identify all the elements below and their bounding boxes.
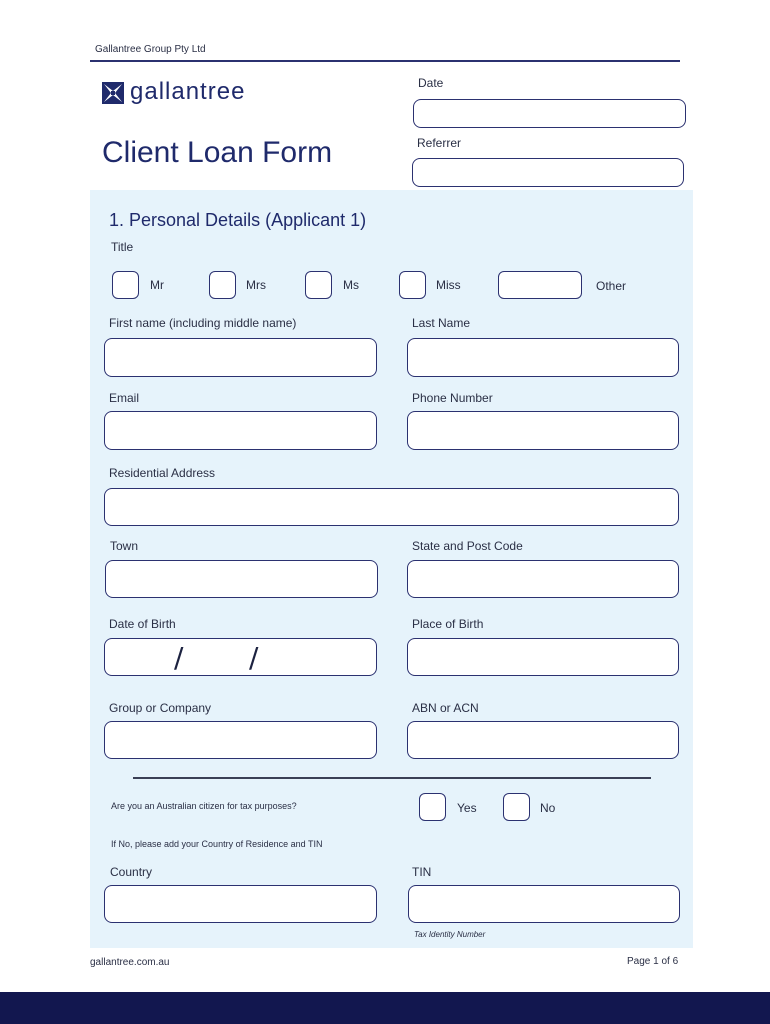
abn-acn-field[interactable] bbox=[407, 721, 679, 759]
group-company-label: Group or Company bbox=[109, 701, 212, 715]
citizen-question: Are you an Australian citizen for tax purposes? bbox=[111, 801, 297, 811]
town-label: Town bbox=[110, 539, 139, 553]
email-label: Email bbox=[109, 391, 140, 405]
title-other-field[interactable] bbox=[498, 271, 582, 299]
dob-separator-1: / bbox=[174, 641, 184, 674]
company-name: Gallantree Group Pty Ltd bbox=[95, 44, 206, 55]
title-other-label: Other bbox=[596, 279, 627, 293]
page-number: Page 1 of 6 bbox=[627, 956, 679, 967]
citizen-no-label: No bbox=[540, 801, 556, 815]
citizen-yes-label: Yes bbox=[457, 801, 477, 815]
dob-separator-2: / bbox=[249, 641, 259, 674]
tin-note: Tax Identity Number bbox=[414, 930, 486, 939]
date-label: Date bbox=[418, 76, 444, 90]
country-label: Country bbox=[110, 865, 153, 879]
section-heading: 1. Personal Details (Applicant 1) bbox=[109, 210, 367, 230]
group-company-field[interactable] bbox=[104, 721, 377, 759]
state-postcode-field[interactable] bbox=[407, 560, 679, 598]
email-field[interactable] bbox=[104, 411, 377, 450]
title-mrs-label: Mrs bbox=[246, 278, 266, 292]
phone-label: Phone Number bbox=[412, 391, 493, 405]
title-miss-checkbox[interactable] bbox=[399, 271, 426, 299]
town-field[interactable] bbox=[105, 560, 378, 598]
pob-label: Place of Birth bbox=[412, 617, 484, 631]
title-mr-label: Mr bbox=[150, 278, 164, 292]
last-name-label: Last Name bbox=[412, 316, 471, 330]
citizen-yes-checkbox[interactable] bbox=[419, 793, 446, 821]
address-field[interactable] bbox=[104, 488, 679, 526]
title-label: Title bbox=[111, 240, 134, 254]
dob-field[interactable] bbox=[104, 638, 377, 676]
date-field[interactable] bbox=[413, 99, 686, 128]
logo-wordmark: gallantree bbox=[130, 78, 246, 105]
phone-field[interactable] bbox=[407, 411, 679, 450]
if-no-note: If No, please add your Country of Residence and TIN bbox=[111, 839, 323, 849]
citizen-no-checkbox[interactable] bbox=[503, 793, 530, 821]
gallantree-logo-icon bbox=[102, 82, 124, 104]
pob-field[interactable] bbox=[407, 638, 679, 676]
header-divider bbox=[90, 60, 680, 62]
website-link[interactable]: gallantree.com.au bbox=[90, 957, 170, 968]
abn-acn-label: ABN or ACN bbox=[412, 701, 479, 715]
footer-bar bbox=[0, 992, 770, 1024]
title-mr-checkbox[interactable] bbox=[112, 271, 139, 299]
referrer-field[interactable] bbox=[412, 158, 684, 187]
last-name-field[interactable] bbox=[407, 338, 679, 377]
title-miss-label: Miss bbox=[436, 278, 461, 292]
address-label: Residential Address bbox=[109, 466, 216, 480]
title-mrs-checkbox[interactable] bbox=[209, 271, 236, 299]
first-name-field[interactable] bbox=[104, 338, 377, 377]
state-postcode-label: State and Post Code bbox=[412, 539, 523, 553]
tin-label: TIN bbox=[412, 865, 432, 879]
referrer-label: Referrer bbox=[417, 136, 462, 150]
country-field[interactable] bbox=[104, 885, 377, 923]
tin-field[interactable] bbox=[408, 885, 680, 923]
title-ms-checkbox[interactable] bbox=[305, 271, 332, 299]
dob-label: Date of Birth bbox=[109, 617, 176, 631]
title-ms-label: Ms bbox=[343, 278, 359, 292]
first-name-label: First name (including middle name) bbox=[109, 316, 297, 330]
page-title: Client Loan Form bbox=[102, 136, 333, 169]
section-divider bbox=[133, 777, 651, 779]
